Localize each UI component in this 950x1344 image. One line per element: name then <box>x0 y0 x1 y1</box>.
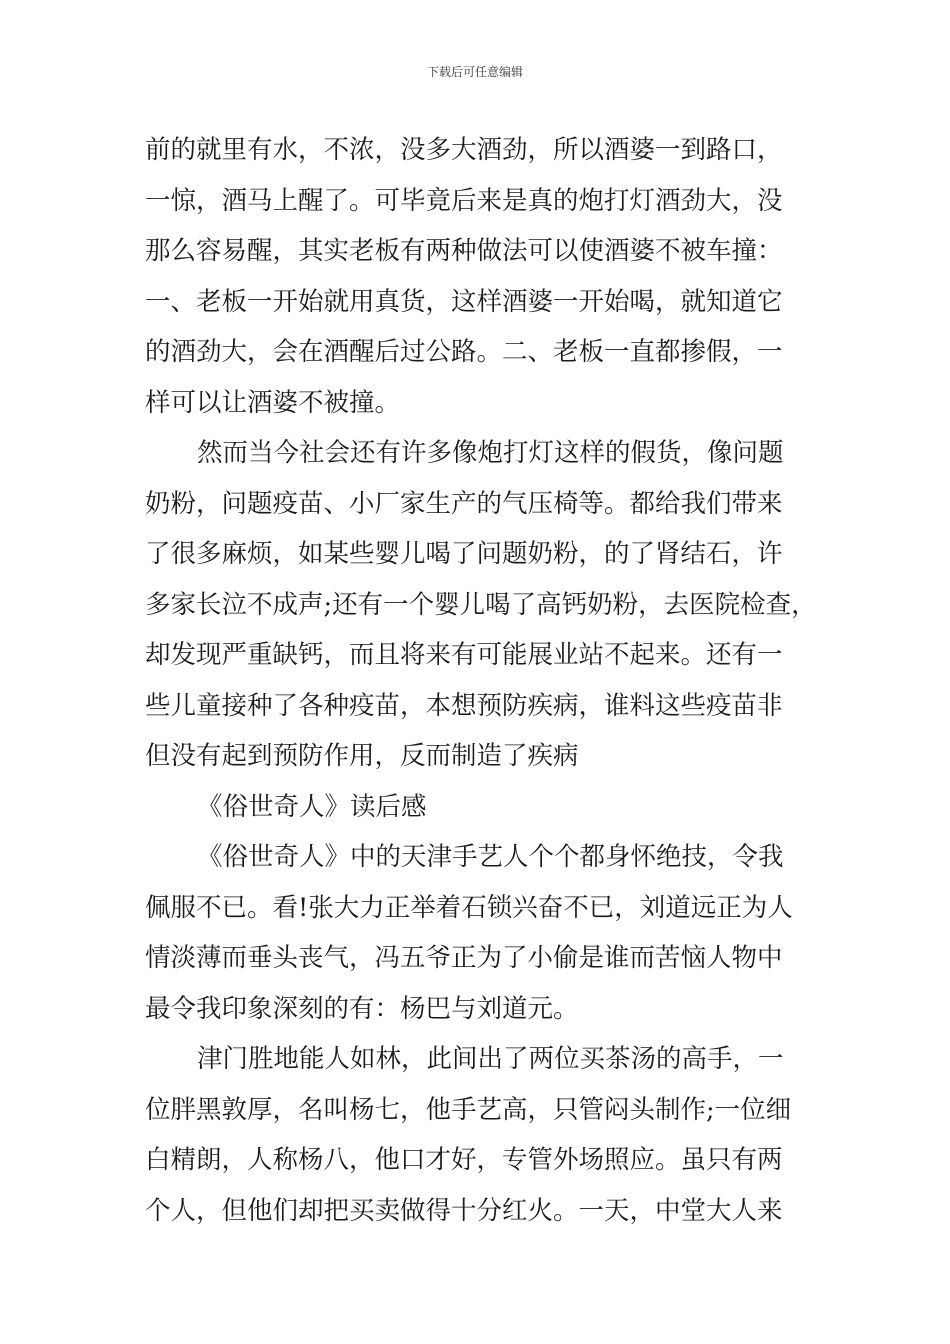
text-line: 《俗世奇人》中的天津手艺人个个都身怀绝技，令我 <box>197 842 784 872</box>
text-line: 白精朗，人称杨八，他口才好，专管外场照应。虽只有两 <box>145 1145 783 1175</box>
text-line: 然而当今社会还有许多像炮打灯这样的假货，像问题 <box>197 438 784 468</box>
document-body <box>145 125 815 1236</box>
text-line: 位胖黑敦厚，名叫杨七，他手艺高，只管闷头制作;一位细 <box>145 1094 792 1125</box>
text-line: 多家长泣不成声;还有一个婴儿喝了高钙奶粉，去医院检查， <box>145 589 817 620</box>
section-title: 《俗世奇人》读后感 <box>197 791 427 822</box>
text-line: 了很多麻烦，如某些婴儿喝了问题奶粉，的了肾结石，许 <box>145 539 783 569</box>
text-line: 样可以让酒婆不被撞。 <box>145 387 401 418</box>
text-line: 但没有起到预防作用，反而制造了疾病 <box>145 741 579 771</box>
text-line: 情淡薄而垂头丧气，冯五爷正为了小偷是谁而苦恼人物中 <box>145 943 783 973</box>
text-line: 一惊，酒马上醒了。可毕竟后来是真的炮打灯酒劲大，没 <box>145 185 783 216</box>
text-line: 津门胜地能人如林，此间出了两位买茶汤的高手，一 <box>197 1044 784 1074</box>
text-line: 最令我印象深刻的有：杨巴与刘道元。 <box>145 993 579 1024</box>
text-line: 前的就里有水，不浓，没多大酒劲，所以酒婆一到路口， <box>145 135 783 165</box>
text-line: 那么容易醒，其实老板有两种做法可以使酒婆不被车撞： <box>145 236 783 266</box>
page-header-note: 下载后可任意编辑 <box>426 65 523 79</box>
text-line: 个人，但他们却把买卖做得十分红火。一天，中堂大人来 <box>145 1195 783 1226</box>
text-line: 一、老板一开始就用真货，这样酒婆一开始喝，就知道它 <box>145 286 783 317</box>
text-line: 些儿童接种了各种疫苗，本想预防疾病，谁料这些疫苗非 <box>145 690 783 721</box>
text-line: 奶粉，问题疫苗、小厂家生产的气压椅等。都给我们带来 <box>145 488 783 519</box>
text-line: 佩服不已。看!张大力正举着石锁兴奋不已，刘道远正为人 <box>145 892 793 923</box>
text-line: 却发现严重缺钙，而且将来有可能展业站不起来。还有一 <box>145 640 783 670</box>
text-line: 的酒劲大，会在酒醒后过公路。二、老板一直都掺假，一 <box>145 337 783 367</box>
